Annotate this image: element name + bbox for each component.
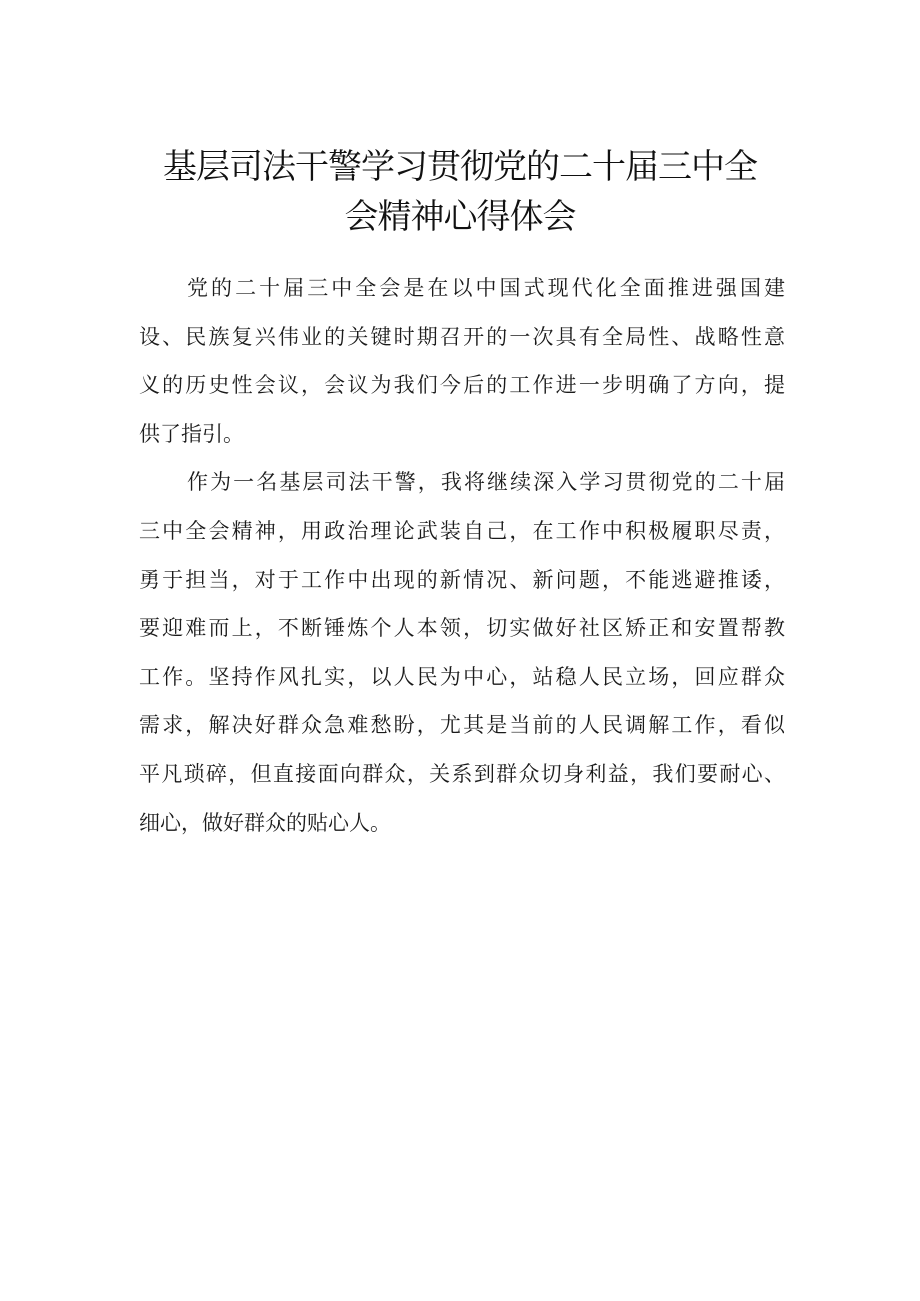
paragraph-line: 作为一名基层司法干警，我将继续深入学习贯彻党的二十届 — [187, 470, 785, 495]
title-line-2: 会精神心得体会 — [344, 197, 576, 237]
paragraph-line: 要迎难而上，不断锤炼个人本领，切实做好社区矫正和安置帮教 — [139, 616, 785, 641]
paragraph-line: 平凡琐碎，但直接面向群众，关系到群众切身利益，我们要耐心、 — [139, 761, 785, 786]
paragraph-line: 义的历史性会议，会议为我们今后的工作进一步明确了方向，提 — [139, 373, 785, 398]
paragraph-line: 党的二十届三中全会是在以中国式现代化全面推进强国建 — [187, 276, 785, 300]
paragraph-line: 工作。坚持作风扎实，以人民为中心，站稳人民立场，回应群众 — [139, 664, 785, 689]
paragraph-1 — [139, 264, 785, 458]
document-title — [130, 142, 790, 242]
paragraph-line: 供了指引。 — [139, 421, 244, 446]
document-body — [139, 264, 785, 847]
paragraph-line: 细心，做好群众的贴心人。 — [139, 810, 391, 835]
paragraph-line: 勇于担当，对于工作中出现的新情况、新问题，不能逃避推诿， — [139, 567, 785, 592]
paragraph-line: 设、民族复兴伟业的关键时期召开的一次具有全局性、战略性意 — [139, 324, 785, 349]
paragraph-2 — [139, 458, 785, 847]
paragraph-line: 需求，解决好群众急难愁盼，尤其是当前的人民调解工作，看似 — [139, 713, 785, 738]
title-line-1: 基层司法干警学习贯彻党的二十届三中全 — [163, 147, 757, 187]
paragraph-line: 三中全会精神，用政治理论武装自己，在工作中积极履职尽责， — [139, 518, 785, 543]
